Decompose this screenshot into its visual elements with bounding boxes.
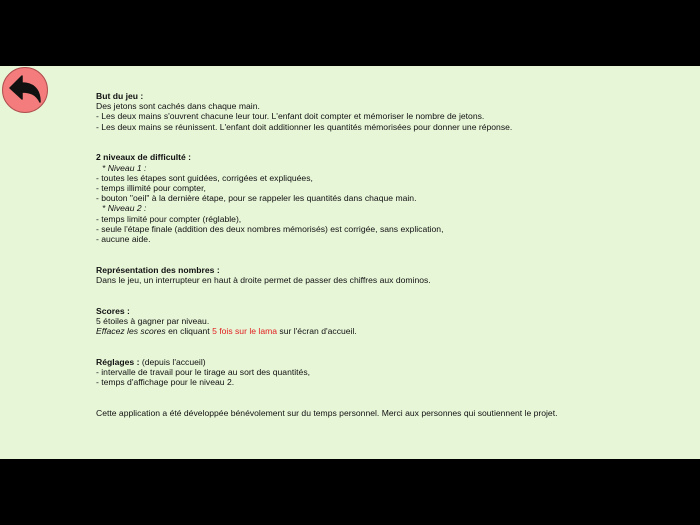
back-button[interactable] <box>2 67 48 113</box>
level2-line: - seule l'étape finale (addition des deux nombres mémorisés) est corrigée, sans explication, <box>96 223 444 234</box>
scores-reset-line <box>96 326 686 336</box>
goal-line: - Les deux mains s'ouvrent chacune leur tour. L'enfant doit compter et mémoriser le nombre de jetons. <box>96 111 485 122</box>
settings-subtitle: (depuis l'accueil) <box>139 356 206 367</box>
top-black-bar <box>0 0 700 66</box>
footer-text: Cette application a été développée bénévolement sur du temps personnel. Merci aux personnes qui soutiennent le projet. <box>96 407 558 418</box>
scores-title: Scores : <box>96 305 130 316</box>
levels-title: 2 niveaux de difficulté : <box>96 152 192 163</box>
section-footer <box>96 408 686 418</box>
reset-scores-highlight: 5 fois sur le lama <box>212 325 278 336</box>
section-settings <box>96 357 686 388</box>
level1-label: * Niveau 1 : <box>102 162 147 173</box>
reset-scores-text: Effacez les scores <box>96 325 166 336</box>
goal-title: But du jeu : <box>96 91 144 101</box>
settings-line: - temps d'affichage pour le niveau 2. <box>96 377 235 388</box>
level2-line: - temps limité pour compter (réglable), <box>96 213 242 224</box>
level1-line: - toutes les étapes sont guidées, corrigées et expliquées, <box>96 172 313 183</box>
representation-line: Dans le jeu, un interrupteur en haut à droite permet de passer des chiffres aux dominos. <box>96 274 431 285</box>
section-levels <box>96 152 686 244</box>
reset-scores-mid: en cliquant <box>165 325 213 336</box>
help-content <box>96 91 686 418</box>
level1-line: - bouton "oeil" à la dernière étape, pour se rappeler les quantités dans chaque main. <box>96 193 417 204</box>
section-goal <box>96 91 686 132</box>
bottom-black-bar <box>0 459 700 525</box>
settings-title: Réglages : <box>96 356 140 367</box>
level1-line: - temps illimité pour compter, <box>96 182 206 193</box>
level2-line: - aucune aide. <box>96 233 151 244</box>
goal-line: Des jetons sont cachés dans chaque main. <box>96 101 260 112</box>
section-scores <box>96 306 686 337</box>
settings-line: - intervalle de travail pour le tirage au sort des quantités, <box>96 366 311 377</box>
back-arrow-icon <box>7 74 43 106</box>
goal-line: - Les deux mains se réunissent. L'enfant doit additionner les quantités mémorisées pour donner une réponse. <box>96 121 513 132</box>
reset-scores-end: sur l'écran d'accueil. <box>277 325 357 336</box>
level2-label: * Niveau 2 : <box>102 203 147 214</box>
representation-title: Représentation des nombres : <box>96 264 220 275</box>
scores-line: 5 étoiles à gagner par niveau. <box>96 315 210 326</box>
section-representation <box>96 265 686 285</box>
settings-title-line <box>96 357 686 367</box>
